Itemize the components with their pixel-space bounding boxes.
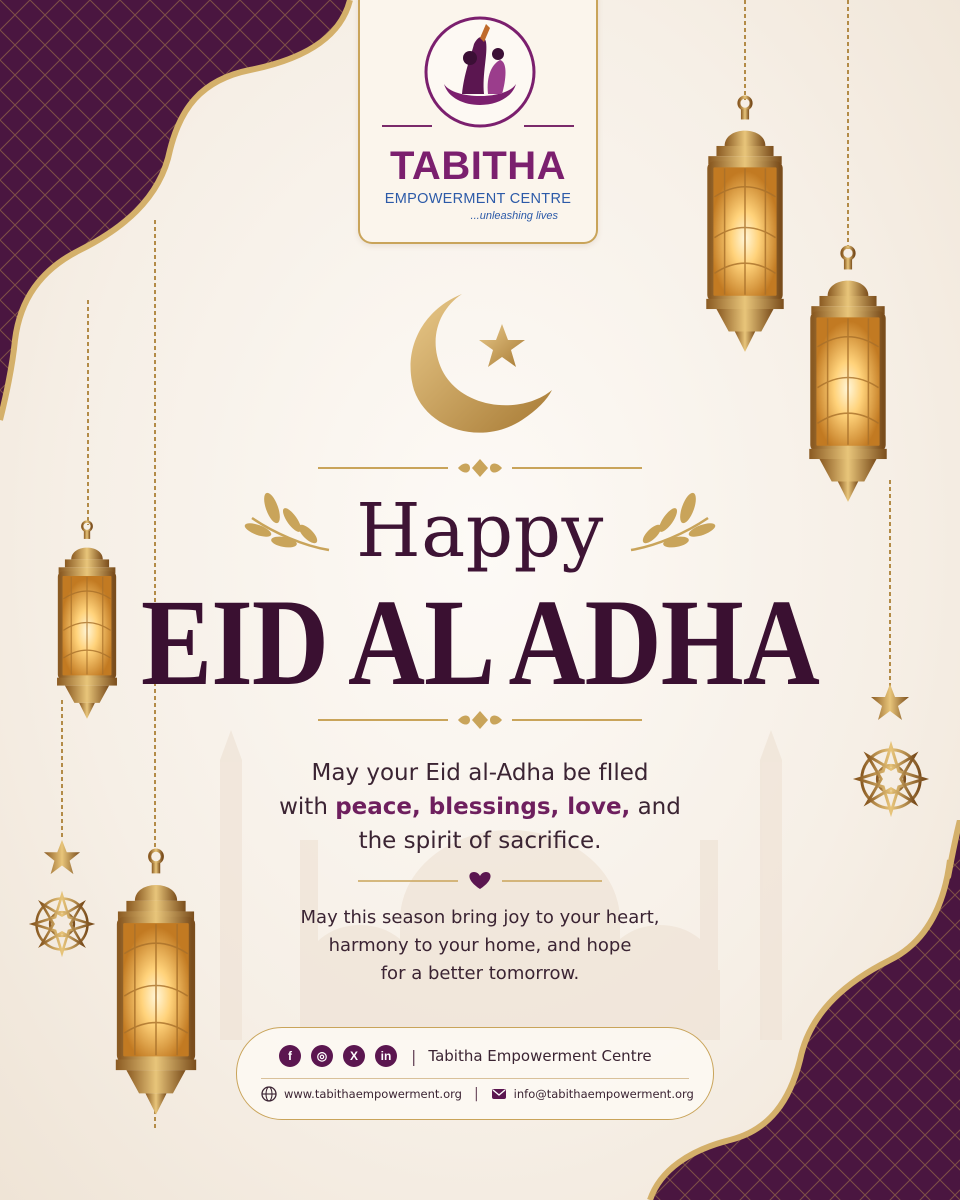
facebook-icon[interactable]: f	[279, 1045, 301, 1067]
globe-icon	[261, 1086, 277, 1102]
lantern-bottom-left	[102, 848, 210, 1123]
email-link[interactable]: info@tabithaempowerment.org	[513, 1087, 694, 1101]
divider-top	[318, 455, 642, 481]
logo-tagline: ...unleashing lives	[470, 210, 558, 222]
rosette-ornament-right	[852, 740, 930, 818]
lantern-right	[796, 245, 900, 510]
rosette-ornament-left	[28, 890, 96, 958]
footer-divider	[261, 1078, 689, 1079]
greeting-line-2-suffix: and	[630, 794, 681, 820]
greeting-line-2-prefix: with	[279, 794, 336, 820]
greeting-line-3: the spirit of sacrifice.	[358, 828, 602, 854]
heading-happy: Happy	[356, 488, 604, 574]
instagram-icon[interactable]: ◎	[311, 1045, 333, 1067]
social-row	[279, 1045, 652, 1067]
website-link[interactable]: www.tabithaempowerment.org	[284, 1087, 462, 1101]
logo-title: TABITHA	[389, 144, 567, 188]
contact-footer	[236, 1027, 714, 1120]
greeting-highlight: peace, blessings, love,	[335, 794, 631, 820]
email-icon	[491, 1086, 507, 1102]
greeting-line-1: May your Eid al-Adha be fIled	[311, 760, 649, 786]
heading-eid-al-adha: EID AL ADHA	[141, 574, 819, 711]
wish-line-1: May this season bring joy to your heart,	[300, 907, 660, 928]
contact-row	[261, 1086, 694, 1102]
wish-line-3: for a better tomorrow.	[380, 963, 580, 984]
crescent-moon-icon	[402, 290, 562, 440]
wish-line-2: harmony to your home, and hope	[328, 935, 632, 956]
logo-subtitle: EMPOWERMENT CENTRE	[384, 191, 572, 207]
x-icon[interactable]: X	[343, 1045, 365, 1067]
wish-message	[240, 904, 720, 988]
lantern-top-right	[693, 95, 797, 360]
contact-separator: |	[473, 1086, 479, 1102]
separator: |	[411, 1046, 417, 1066]
heart-divider	[358, 870, 602, 892]
linkedin-icon[interactable]: in	[375, 1045, 397, 1067]
star-ornament-left	[43, 838, 81, 876]
greeting-message	[230, 756, 730, 858]
org-name: Tabitha Empowerment Centre	[428, 1047, 652, 1065]
greeting-line-2	[230, 790, 730, 824]
